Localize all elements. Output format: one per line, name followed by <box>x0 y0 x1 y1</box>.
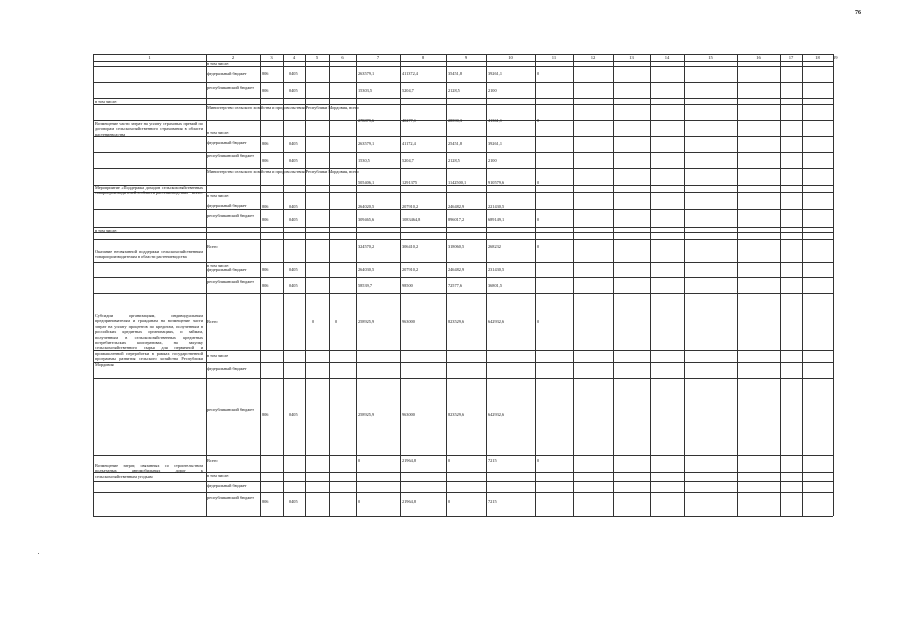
cell-value: 7215 <box>488 499 497 504</box>
cell-value: 98500 <box>402 283 413 288</box>
column-number: 7 <box>376 55 380 60</box>
cell-value: 2100 <box>488 88 497 93</box>
table-row-line <box>93 293 833 294</box>
table-row-line <box>93 136 833 137</box>
table-column-line <box>486 54 487 516</box>
cell-value: 689149,1 <box>488 217 505 222</box>
cell-label pl: республиканский бюджет <box>207 495 254 500</box>
column-number: 19 <box>833 55 838 60</box>
cell-code: 806 <box>262 217 269 222</box>
cell-value: 823529,6 <box>448 319 465 324</box>
cell-value: 306410,2 <box>402 244 419 249</box>
cell-code: 806 <box>262 267 269 272</box>
cell-label: федеральный бюджет <box>207 366 247 371</box>
cell-label: Всего <box>207 458 218 463</box>
table-row-line <box>93 277 833 278</box>
cell-value: 0 <box>312 319 315 324</box>
column-number: 1 <box>148 55 151 60</box>
table-column-line <box>93 54 94 516</box>
cell-value: 0 <box>358 499 361 504</box>
cell-value: 1142500,1 <box>448 180 467 185</box>
cell-value: 246482,9 <box>448 267 465 272</box>
cell-value: 0 <box>537 118 540 123</box>
table-row-line <box>93 516 833 517</box>
cell-code: 806 <box>262 412 269 417</box>
column-number: 11 <box>551 55 557 60</box>
column-number: 18 <box>815 55 820 60</box>
cell-code: 0405 <box>289 204 298 209</box>
table-column-line <box>833 54 834 516</box>
cell-value: 5204,7 <box>402 88 414 93</box>
column-number: 16 <box>756 55 761 60</box>
cell-value: 309465,6 <box>358 217 375 222</box>
cell-value: 0 <box>335 319 338 324</box>
cell-value: 0 <box>537 319 540 324</box>
cell-value: 263579,1 <box>358 141 375 146</box>
cell-value: 963000 <box>402 319 415 324</box>
table-column-line <box>535 54 536 516</box>
row-description: Субсидии организациям, индивидуальным предпринимателям и гражданам на возмещение части затрат на уплату процентов по кредитам, полученным в российских кредитных организациях, и займам, полученным в сельскохозяйственных кредитных потребительских кооперативах, на закупку сельскохозяйственного сырья для первичной и промышленной переработки в рамках государственной программы развития сельского хозяйства Республики Мордовия <box>95 313 203 367</box>
table-column-line <box>400 54 401 516</box>
row-description: Возмещение затрат, связанных со строительством подъездных автомобильных дорог к сельскохозяйственным угодьям <box>95 463 203 479</box>
cell-value: 268232 <box>488 244 501 249</box>
cell-value: 0 <box>448 458 451 463</box>
cell-value: 35451,8 <box>448 71 462 76</box>
table-row-line <box>93 82 833 83</box>
table-row-line <box>93 472 833 473</box>
cell-value: 72577,6 <box>448 283 462 288</box>
table-row-line <box>93 168 833 169</box>
cell-label pl: республиканский бюджет <box>207 85 254 90</box>
column-number: 9 <box>464 55 468 60</box>
cell-code: 0405 <box>289 412 298 417</box>
table-row-line <box>93 98 833 99</box>
cell-value: 40277,1 <box>402 118 416 123</box>
table-column-line <box>356 54 357 516</box>
cell-value: 0 <box>537 71 540 76</box>
cell-value: 0 <box>537 458 540 463</box>
table-column-line <box>802 54 803 516</box>
cell-label: в том числе: <box>207 263 230 268</box>
column-number: 12 <box>590 55 596 60</box>
table-row-line <box>93 350 833 351</box>
column-number: 15 <box>708 55 713 60</box>
cell-value: 505406,1 <box>358 180 375 185</box>
table-row-line <box>93 152 833 153</box>
cell-value: 0 <box>358 458 361 463</box>
table-row-line <box>93 120 833 121</box>
column-number: 3 <box>270 55 273 60</box>
table-column-line <box>613 54 614 516</box>
table-column-line <box>650 54 651 516</box>
table-column-line <box>283 54 284 516</box>
column-number: 13 <box>629 55 634 60</box>
cell-value: 264030,5 <box>358 267 375 272</box>
cell-label: Всего <box>207 244 218 249</box>
cell-value: 207910,2 <box>402 267 419 272</box>
cell-value: 246482,9 <box>448 204 465 209</box>
cell-code: 806 <box>262 283 269 288</box>
budget-table <box>93 54 838 516</box>
table-row-line <box>93 362 833 363</box>
cell-value: 823529,6 <box>448 412 465 417</box>
cell-code: 0405 <box>289 499 298 504</box>
cell-value: 896017,2 <box>448 217 465 222</box>
cell-value: 258925,9 <box>358 319 375 324</box>
table-column-line <box>260 54 261 516</box>
cell-value: 642932,6 <box>488 319 505 324</box>
table-column-line <box>305 54 306 516</box>
cell-value: 0 <box>537 244 540 249</box>
cell-value: 41172,4 <box>402 141 416 146</box>
cell-label pl: Министерство сельского хозяйства и продовольствия Республики Мордовия, всего <box>207 169 359 174</box>
cell-value: 58539,7 <box>358 283 372 288</box>
table-row-line <box>93 481 833 482</box>
scan-speck <box>38 553 39 554</box>
table-row-line <box>93 104 833 105</box>
table-column-line <box>573 54 574 516</box>
cell-value: 642932,6 <box>488 412 505 417</box>
cell-value: 21964,8 <box>402 499 416 504</box>
cell-value: 39261,1 <box>488 141 502 146</box>
cell-label pl: республиканский бюджет <box>207 213 254 218</box>
table-row-line <box>93 66 833 67</box>
cell-label: федеральный бюджет <box>207 267 247 272</box>
table-column-line <box>329 54 330 516</box>
cell-value: 0 <box>448 499 451 504</box>
table-row-line <box>93 455 833 456</box>
cell-label: в том числе <box>207 353 229 358</box>
table-row-line <box>93 492 833 493</box>
cell-value: 25451,8 <box>448 141 462 146</box>
cell-value: 264020,5 <box>358 204 375 209</box>
column-number: 4 <box>292 55 296 60</box>
cell-value: 2100 <box>488 158 497 163</box>
cell-value: 21964,8 <box>402 458 416 463</box>
cell-label: федеральный бюджет <box>207 203 247 208</box>
cell-value: 324570,2 <box>358 244 375 249</box>
column-number: 6 <box>341 55 344 60</box>
cell-code: 806 <box>262 71 269 76</box>
cell-code: 0405 <box>289 88 298 93</box>
cell-label: Всего <box>207 319 218 324</box>
column-number: 8 <box>421 55 425 60</box>
cell-value: 41361,1 <box>488 118 502 123</box>
cell-value: 7215 <box>488 458 497 463</box>
row-description: Возмещение части затрат на уплату страховых премий по договорам сельскохозяйственного страхования в области растениеводства <box>95 121 203 137</box>
table-row-line <box>93 262 833 263</box>
cell-value: 318060,5 <box>448 244 465 249</box>
table-row-line <box>93 239 833 240</box>
column-number: 5 <box>315 55 319 60</box>
table-row-line <box>93 232 833 233</box>
cell-code: 806 <box>262 158 269 163</box>
cell-code: 806 <box>262 88 269 93</box>
table-column-line <box>684 54 685 516</box>
column-number: 14 <box>664 55 670 60</box>
cell-value: 2128,5 <box>448 88 460 93</box>
cell-value: 263579,1 <box>358 71 375 76</box>
table-column-line <box>737 54 738 516</box>
cell-label pl: республиканский бюджет <box>207 407 254 412</box>
cell-code: 0405 <box>289 158 298 163</box>
cell-value: 1530,5 <box>358 158 370 163</box>
cell-label pl: республиканский бюджет <box>207 279 254 284</box>
row-description: Мероприятие «Поддержка доходов сельскохозяйственных товаропроизводителей в области растениеводства» - всего: <box>95 185 203 196</box>
cell-value: 0 <box>537 217 540 222</box>
table-row-line <box>93 378 833 379</box>
cell-value: 258925,9 <box>358 412 375 417</box>
cell-value: 5204,7 <box>402 158 414 163</box>
cell-label pl: Министерство сельского хозяйства и продовольствия Республики Мордовия, всего <box>207 105 359 110</box>
cell-code: 0405 <box>289 267 298 272</box>
cell-label: в том числе: <box>207 473 230 478</box>
cell-value: 221430,5 <box>488 204 505 209</box>
cell-value: 36801,5 <box>488 283 502 288</box>
table-column-line <box>446 54 447 516</box>
cell-label: в том числе: <box>207 130 230 135</box>
cell-code: 806 <box>262 499 269 504</box>
column-number: 17 <box>788 55 794 60</box>
cell-value: 15303,5 <box>358 88 372 93</box>
cell-code: 0405 <box>289 283 298 288</box>
table-column-line <box>206 54 207 516</box>
row-description: Оказание несвязанной поддержки сельскохозяйственным товаропроизводителям в области растениеводства <box>95 249 203 260</box>
cell-value: 1291375 <box>402 180 418 185</box>
cell-value: 411372,4 <box>402 71 418 76</box>
table-row-line <box>93 227 833 228</box>
table-row-line <box>93 192 833 193</box>
column-number: 2 <box>231 55 235 60</box>
column-number: 10 <box>508 55 513 60</box>
cell-value: 231430,5 <box>488 267 505 272</box>
cell-value: 1083464,8 <box>402 217 421 222</box>
cell-label: федеральный бюджет <box>207 71 247 76</box>
cell-label: в том числе: <box>207 193 230 198</box>
cell-code: 0405 <box>289 71 298 76</box>
page-number: 76 <box>855 10 861 16</box>
cell-code: 0405 <box>289 217 298 222</box>
cell-value: 39261,1 <box>488 71 502 76</box>
cell-value: 0 <box>537 180 540 185</box>
table-column-line <box>780 54 781 516</box>
cell-value: 278879,6 <box>358 118 375 123</box>
cell-label: федеральный бюджет <box>207 483 247 488</box>
cell-label: в том числе: <box>95 99 118 104</box>
cell-value: 910579,6 <box>488 180 505 185</box>
cell-code: 806 <box>262 141 269 146</box>
cell-label: в том числе: <box>207 61 230 66</box>
table-row-line <box>93 61 833 62</box>
cell-label: в том числе: <box>95 228 118 233</box>
cell-value: 963000 <box>402 412 415 417</box>
cell-code: 0405 <box>289 141 298 146</box>
cell-label: федеральный бюджет <box>207 140 247 145</box>
cell-value: 28590,3 <box>448 118 462 123</box>
cell-value: 2128,5 <box>448 158 460 163</box>
cell-code: 806 <box>262 204 269 209</box>
cell-label pl: республиканский бюджет <box>207 153 254 158</box>
cell-value: 207910,2 <box>402 204 419 209</box>
